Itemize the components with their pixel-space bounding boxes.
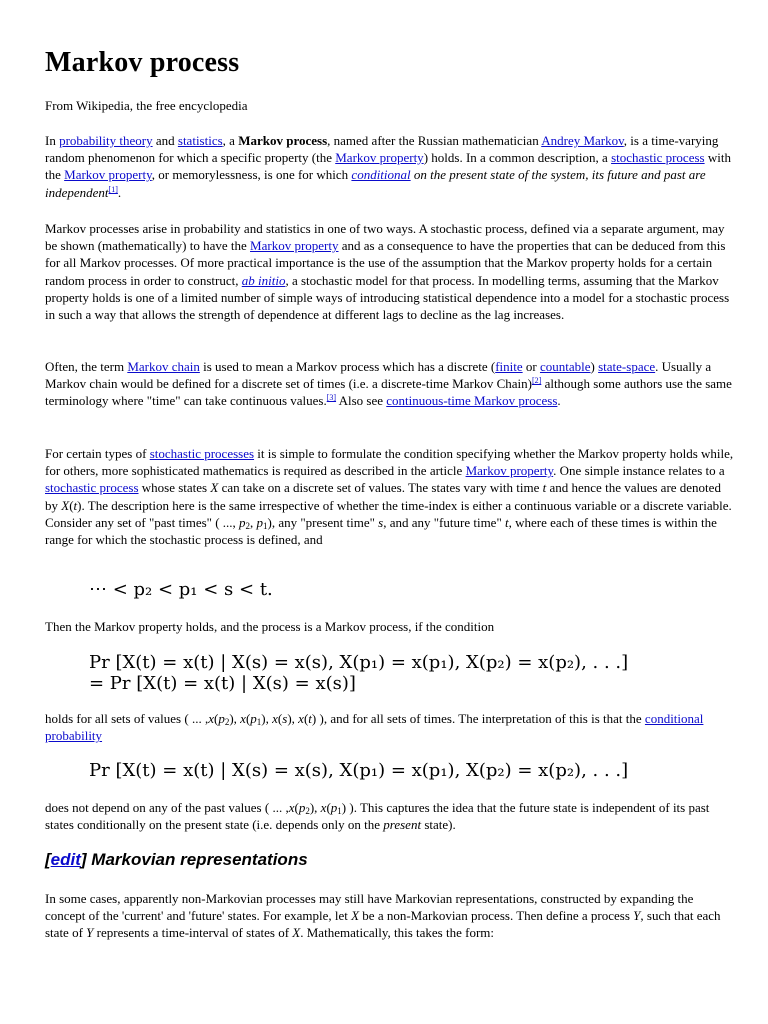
link-markov-chain[interactable]: Markov chain: [127, 359, 200, 374]
paragraph-2: [45, 220, 735, 323]
text: , such that each state of: [45, 908, 721, 941]
text: For certain types of: [45, 446, 150, 461]
math-variable: p: [250, 711, 257, 726]
paragraph-5: Then the Markov property holds, and the process is a Markov process, if the condition: [45, 619, 495, 634]
link-markov-property[interactable]: Markov property: [250, 238, 339, 254]
text: . Usually a Markov chain would be defined for a discrete set of times (i.e. a discrete-time Markov Chain): [45, 359, 712, 392]
link-conditional-probability[interactable]: conditional probability: [45, 711, 704, 744]
math-variable: x: [288, 800, 295, 815]
text: In some cases, apparently non-Markovian processes may still have Markovian representations, constructed by expanding the concept of the 'current' and 'future' states. For example, let: [45, 891, 694, 924]
text: (: [294, 800, 299, 815]
section-title: Markovian representations: [86, 850, 308, 869]
math-variable: t: [542, 480, 547, 496]
text: or: [522, 359, 540, 374]
text: ),: [229, 711, 241, 726]
text: ,: [250, 514, 257, 530]
bracket: ]: [80, 850, 87, 869]
math-variable: x: [208, 711, 214, 726]
link-stochastic-processes[interactable]: stochastic processes: [149, 446, 255, 461]
text: (: [326, 800, 331, 815]
text: ). The description here is the same irrespective of whether the time-index is either a continuous variable or a discrete variable. Consider any set of "past times" ( ...,: [45, 497, 732, 530]
subscript: 2: [224, 717, 230, 727]
paragraph-4: [45, 445, 735, 548]
text: . One simple instance relates to a: [553, 463, 725, 479]
paragraph-8: [45, 890, 735, 942]
text: (: [245, 711, 251, 726]
math-variable: X: [351, 908, 360, 924]
text: (: [213, 711, 219, 726]
text: holds for all sets of values ( ... ,: [45, 711, 209, 726]
link-conditional[interactable]: conditional: [351, 167, 411, 183]
math-markov-condition-line2: = Pr [X(t) = x(t) | X(s) = x(s)]: [89, 673, 356, 694]
italic-text: on the present state of the system, its future and past are independent: [45, 167, 706, 200]
italic-text: present: [383, 817, 422, 833]
math-variable: t: [308, 711, 312, 726]
intro-paragraph: [45, 132, 735, 201]
bracket: [: [45, 850, 51, 869]
subscript: 2: [245, 520, 251, 531]
page-subtitle: From Wikipedia, the free encyclopedia: [45, 98, 248, 113]
math-variable: s: [282, 711, 288, 726]
text: represents a time-interval of states of: [93, 925, 293, 941]
text: Markov processes arise in probability and statistics in one of two ways. A stochastic process, defined via a separate argument, may be shown (mathematically) to have the: [45, 221, 725, 254]
link-markov-property[interactable]: Markov property: [64, 167, 152, 183]
link-stochastic-process[interactable]: stochastic process: [45, 480, 139, 496]
math-variable: Y: [633, 908, 641, 924]
math-variable: t: [73, 497, 78, 513]
text: whose states: [138, 480, 211, 496]
text: .: [557, 393, 561, 409]
text: ): [590, 359, 599, 374]
page-title: Markov process: [45, 47, 240, 78]
paragraph-3: [45, 358, 735, 410]
math-variable: s: [378, 514, 384, 530]
reference-1[interactable]: [1]: [108, 184, 118, 194]
text: is used to mean a Markov process which has a discrete (: [199, 359, 496, 374]
text: ),: [309, 800, 321, 815]
reference-2[interactable]: [2]: [531, 376, 542, 386]
link-state-space[interactable]: state-space: [598, 359, 656, 374]
text: ) holds. In a common description, a: [423, 150, 612, 166]
math-variable: p: [218, 711, 225, 726]
math-variable: t: [505, 514, 509, 530]
text: be a non-Markovian process. Then define a process: [359, 908, 634, 924]
math-variable: p: [330, 800, 338, 815]
text: and hence the values are denoted by: [45, 480, 721, 513]
math-variable: X: [61, 497, 70, 513]
text: , a stochastic model for that process. In modelling terms, assuming that the Markov property holds is one of a limited number of simple ways of introducing statistical dependence into a model for a stochastic process in such a way that allows the strength of dependence at different lags to decline as the lag increases.: [45, 272, 730, 323]
text: with the: [45, 150, 731, 183]
math-variable: X: [210, 480, 219, 496]
link-statistics[interactable]: statistics: [177, 133, 223, 148]
text: and as a consequence to have the properties that can be deduced from this for all Markov processes. Of more practical importance is the use of the assumption that the Markov property holds for a certain random process in order to construct,: [45, 238, 726, 288]
paragraph-6: [45, 710, 735, 744]
text: , where each of these times is within the range for which the stochastic process is defined, and: [45, 514, 717, 548]
text: , and any "future time": [383, 514, 506, 530]
math-conditional-probability: Pr [X(t) = x(t) | X(s) = x(s), X(p₁) = x(p₁), X(p₂) = x(p₂), . . .]: [89, 760, 629, 781]
math-variable: x: [240, 711, 246, 726]
text: and: [152, 133, 178, 148]
math-inequality: ⋯ < p₂ < p₁ < s < t.: [89, 579, 273, 600]
subscript: 1: [337, 806, 342, 816]
text: Often, the term: [45, 359, 128, 374]
subscript: 1: [256, 717, 262, 727]
math-variable: p: [298, 800, 306, 815]
text: can take on a discrete set of values. The states vary with time: [218, 480, 543, 496]
subscript: 2: [305, 806, 310, 816]
text: , is a time-varying random phenomenon for which a specific property (the: [45, 133, 719, 166]
text: ),: [287, 711, 299, 726]
math-variable: x: [320, 800, 327, 815]
text: (: [69, 497, 74, 513]
reference-3[interactable]: [3]: [326, 393, 337, 403]
text: ) ), and for all sets of times. The interpretation of this is that the: [311, 711, 645, 726]
link-probability-theory[interactable]: probability theory: [59, 133, 153, 148]
edit-section-link[interactable]: edit: [50, 850, 81, 869]
math-variable: Y: [86, 925, 94, 941]
bold-term: Markov process: [238, 133, 328, 148]
text: In: [45, 133, 60, 148]
link-markov-property[interactable]: Markov property: [465, 463, 554, 479]
math-markov-condition-line1: Pr [X(t) = x(t) | X(s) = x(s), X(p₁) = x(p₁), X(p₂) = x(p₂), . . .]: [89, 652, 629, 673]
link-stochastic-process[interactable]: stochastic process: [611, 150, 705, 166]
text: , named after the Russian mathematician: [327, 133, 542, 148]
text: although some authors use the same terminology where "time" can take continuous values.: [45, 376, 732, 409]
link-markov-property[interactable]: Markov property: [335, 150, 424, 166]
text: , or memorylessness, is one for which: [151, 167, 352, 183]
text: .: [117, 184, 122, 200]
text: it is simple to formulate the condition specifying whether the Markov property holds while, for others, more sophisticated mathematics is required as described in the article: [45, 446, 734, 479]
text: Also see: [336, 393, 387, 409]
paragraph-7: [45, 799, 735, 833]
text: ),: [261, 711, 273, 726]
math-variable: p: [239, 514, 246, 530]
math-variable: x: [272, 711, 278, 726]
text: (: [303, 711, 309, 726]
text: ) ). This captures the idea that the future state is independent of its past states conditionally on the present state (i.e. depends only on the: [45, 800, 710, 833]
section-heading: [45, 849, 308, 871]
math-variable: p: [256, 514, 264, 530]
link-countable[interactable]: countable: [539, 359, 591, 374]
math-variable: X: [292, 925, 301, 941]
link-finite[interactable]: finite: [495, 359, 523, 374]
text: state).: [421, 817, 456, 833]
text: , a: [222, 133, 239, 148]
subscript: 1: [263, 520, 268, 531]
text: ), any "present time": [267, 514, 379, 530]
link-continuous-time-markov-process[interactable]: continuous-time Markov process: [386, 393, 558, 409]
text: does not depend on any of the past values ( ... ,: [45, 800, 289, 815]
link-ab-initio[interactable]: ab initio: [241, 272, 286, 288]
text: . Mathematically, this takes the form:: [300, 925, 494, 941]
link-andrey-markov[interactable]: Andrey Markov: [541, 133, 624, 148]
text: (: [277, 711, 283, 726]
math-variable: x: [298, 711, 304, 726]
